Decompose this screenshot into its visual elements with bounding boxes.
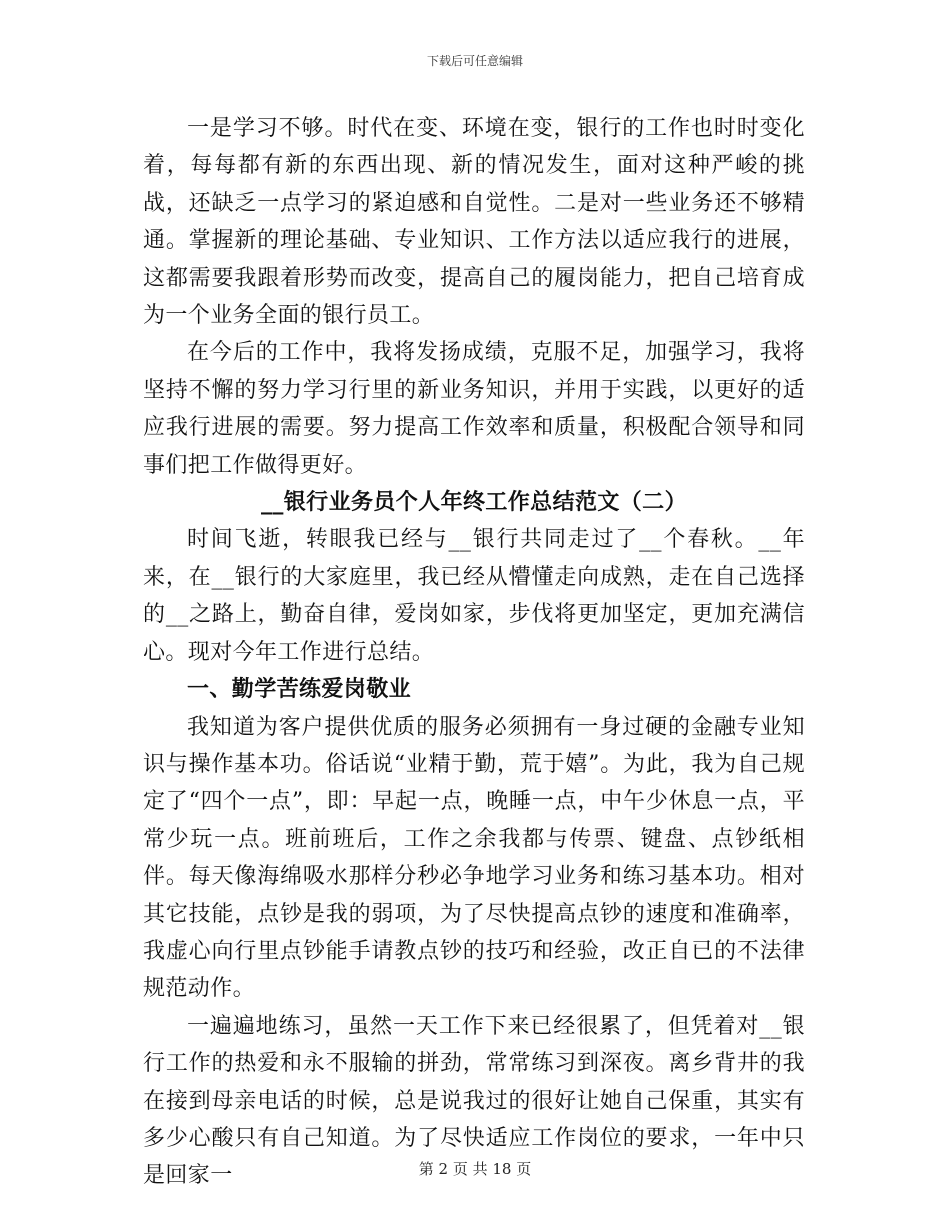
section-title: __银行业务员个人年终工作总结范文（二）: [260, 489, 687, 516]
paragraph-practice: 一遍遍地练习，虽然一天工作下来已经很累了，但凭着对__银行工作的热爱和永不服输的拼劲，常常练习到深夜。离乡背井的我在接到母亲电话的时候，总是说我过的很好让她自己保重，其实有多少心酸只有自己知道。为了尽快适应工作岗位的要求，一年中只是回家一: [143, 1013, 805, 1189]
page-header: 下载后可任意编辑: [426, 54, 523, 68]
paragraph-future-plans: 在今后的工作中，我将发扬成绩，克服不足，加强学习，我将坚持不懈的努力学习行里的新业务知识，并用于实践，以更好的适应我行进展的需要。努力提高工作效率和质量，积极配合领导和同事们把工作做得更好。: [143, 340, 805, 478]
subheading-diligent-study: 一、勤学苦练爱岗敬业: [187, 676, 412, 703]
page-number-footer: 第 2 页 共 18 页: [418, 1160, 532, 1178]
document-body: [143, 110, 805, 1195]
paragraph-introduction: 时间飞逝，转眼我已经与__银行共同走过了__个春秋。__年来，在__银行的大家庭里，我已经从懵懂走向成熟，走在自己选择的__之路上，勤奋自律，爱岗如家，步伐将更加坚定，更加充满信心。现对今年工作进行总结。: [143, 527, 805, 665]
paragraph-learning-shortcomings: 一是学习不够。时代在变、环境在变，银行的工作也时时变化着，每每都有新的东西出现、新的情况发生，面对这种严峻的挑战，还缺乏一点学习的紧迫感和自觉性。二是对一些业务还不够精通。掌握新的理论基础、专业知识、工作方法以适应我行的进展，这都需要我跟着形势而改变，提高自己的履岗能力，把自己培育成为一个业务全面的银行员工。: [143, 116, 805, 329]
paragraph-basic-skills: 我知道为客户提供优质的服务必须拥有一身过硬的金融专业知识与操作基本功。俗话说“业精于勤，荒于嬉”。为此，我为自己规定了“四个一点”，即：早起一点，晚睡一点，中午少休息一点，平常少玩一点。班前班后，工作之余我都与传票、键盘、点钞纸相伴。每天像海绵吸水那样分秒必争地学习业务和练习基本功。相对其它技能，点钞是我的弱项，为了尽快提高点钞的速度和准确率，我虚心向行里点钞能手请教点钞的技巧和经验，改正自已的不法律规范动作。: [143, 714, 805, 1002]
